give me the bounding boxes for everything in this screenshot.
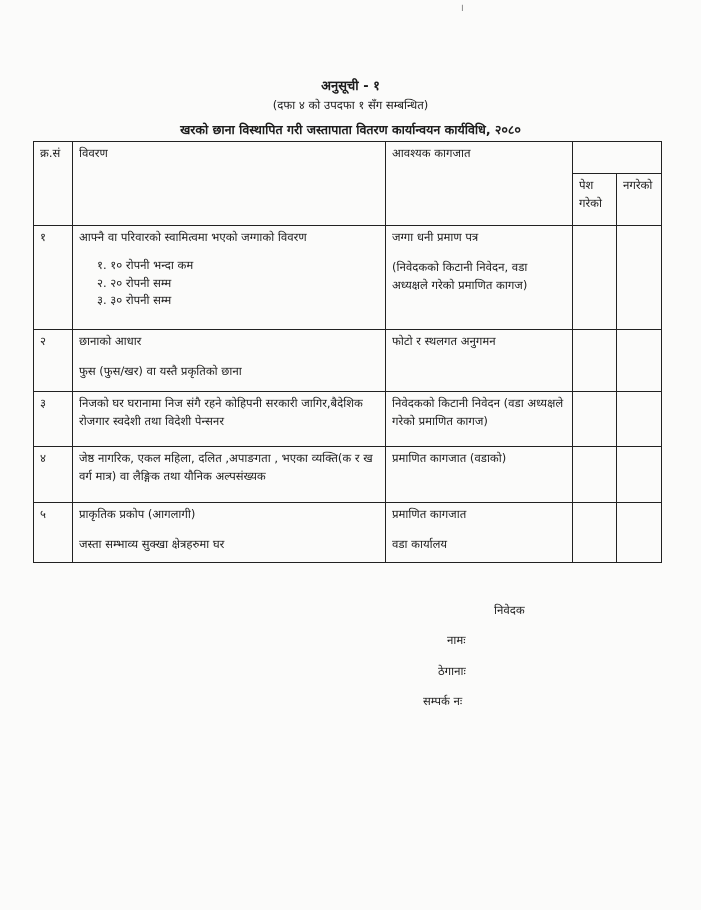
document-text: जग्गा धनी प्रमाण पत्र (392, 230, 479, 244)
applicant-label: निवेदक (494, 603, 525, 617)
document-text: वडा कार्यालय (392, 536, 448, 551)
annex-subtitle: (दफा ४ को उपदफा १ सँग सम्बन्धित) (272, 98, 429, 112)
scan-mark: । (460, 3, 464, 14)
table-row (34, 392, 662, 447)
row-description (73, 226, 386, 330)
submitted-cell[interactable] (573, 226, 617, 330)
row-description (73, 392, 386, 447)
list-item: ३. ३० रोपनी सम्म (97, 293, 172, 308)
not-submitted-cell[interactable] (617, 503, 662, 563)
row-description (73, 503, 386, 563)
not-submitted-cell[interactable] (617, 447, 662, 503)
header-not-submitted: नगरेको (617, 174, 662, 226)
row-sn: ४ (34, 447, 73, 503)
description-text: प्राकृतिक प्रकोप (आगलागी) (79, 507, 196, 521)
description-text: जेष्ठ नागरिक, एकल महिला, दलित ,अपाङगता , भएका व्यक्ति(क र ख वर्ग मात्र) वा लैङ्गिक तथा यौनिक अल्पसंख्यक (79, 451, 373, 483)
row-sn: ५ (34, 503, 73, 563)
row-documents (386, 226, 573, 330)
document-text: प्रमाणित कागजात (वडाको) (392, 451, 507, 465)
list-item: १. १० रोपनी भन्दा कम (97, 257, 194, 272)
document-text: (निवेदकको किटानी निवेदन, वडा अध्यक्षले गरेको प्रमाणित कागज) (392, 259, 528, 292)
submitted-cell[interactable] (573, 392, 617, 447)
submitted-cell[interactable] (573, 447, 617, 503)
table-row (34, 503, 662, 563)
submitted-cell[interactable] (573, 330, 617, 392)
document-text: फोटो र स्थलगत अनुगमन (392, 334, 496, 348)
table-row (34, 226, 662, 330)
list-item: २. २० रोपनी सम्म (97, 275, 172, 290)
row-sn: २ (34, 330, 73, 392)
row-sn: १ (34, 226, 73, 330)
document-text: निवेदकको किटानी निवेदन (वडा अध्यक्षले गरेको प्रमाणित कागज) (392, 396, 564, 428)
header-sn: क्र.सं (34, 142, 73, 226)
table-header-row (34, 142, 662, 174)
table-row (34, 447, 662, 503)
requirements-table (33, 141, 662, 563)
header-description: विवरण (73, 142, 386, 226)
document-heading: खरको छाना विस्थापित गरी जस्तापाता वितरण कार्यान्वयन कार्यविधि, २०८० (180, 122, 521, 137)
row-description (73, 330, 386, 392)
annex-title: अनुसूची - १ (321, 79, 380, 94)
header-documents: आवश्यक कागजात (386, 142, 573, 226)
description-text: जस्ता सम्भाव्य सुक्खा क्षेत्रहरुमा घर (79, 536, 225, 551)
submitted-cell[interactable] (573, 503, 617, 563)
description-text: आफ्नै वा परिवारको स्वामित्वमा भएको जग्गाको विवरण (79, 230, 307, 244)
row-documents (386, 392, 573, 447)
document-text: प्रमाणित कागजात (392, 507, 467, 521)
row-documents (386, 447, 573, 503)
row-description (73, 447, 386, 503)
address-field: ठेगानाः (438, 664, 466, 678)
contact-field: सम्पर्क नः (423, 694, 463, 708)
name-field: नामः (447, 633, 466, 647)
header-submitted: पेश गरेको (573, 174, 617, 226)
header-status-group (573, 142, 662, 174)
row-sn: ३ (34, 392, 73, 447)
description-text: छानाको आधार (79, 334, 142, 348)
land-size-list (97, 257, 379, 310)
not-submitted-cell[interactable] (617, 392, 662, 447)
not-submitted-cell[interactable] (617, 330, 662, 392)
row-documents (386, 330, 573, 392)
description-text: निजको घर घरानामा निज संगै रहने कोहिपनी सरकारी जागिर,बैदेशिक रोजगार स्वदेशी तथा विदेशी पेन्सनर (79, 396, 363, 428)
not-submitted-cell[interactable] (617, 226, 662, 330)
description-text: फुस (फुस/खर) वा यस्तै प्रकृतिको छाना (79, 363, 242, 378)
table-row (34, 330, 662, 392)
row-documents (386, 503, 573, 563)
